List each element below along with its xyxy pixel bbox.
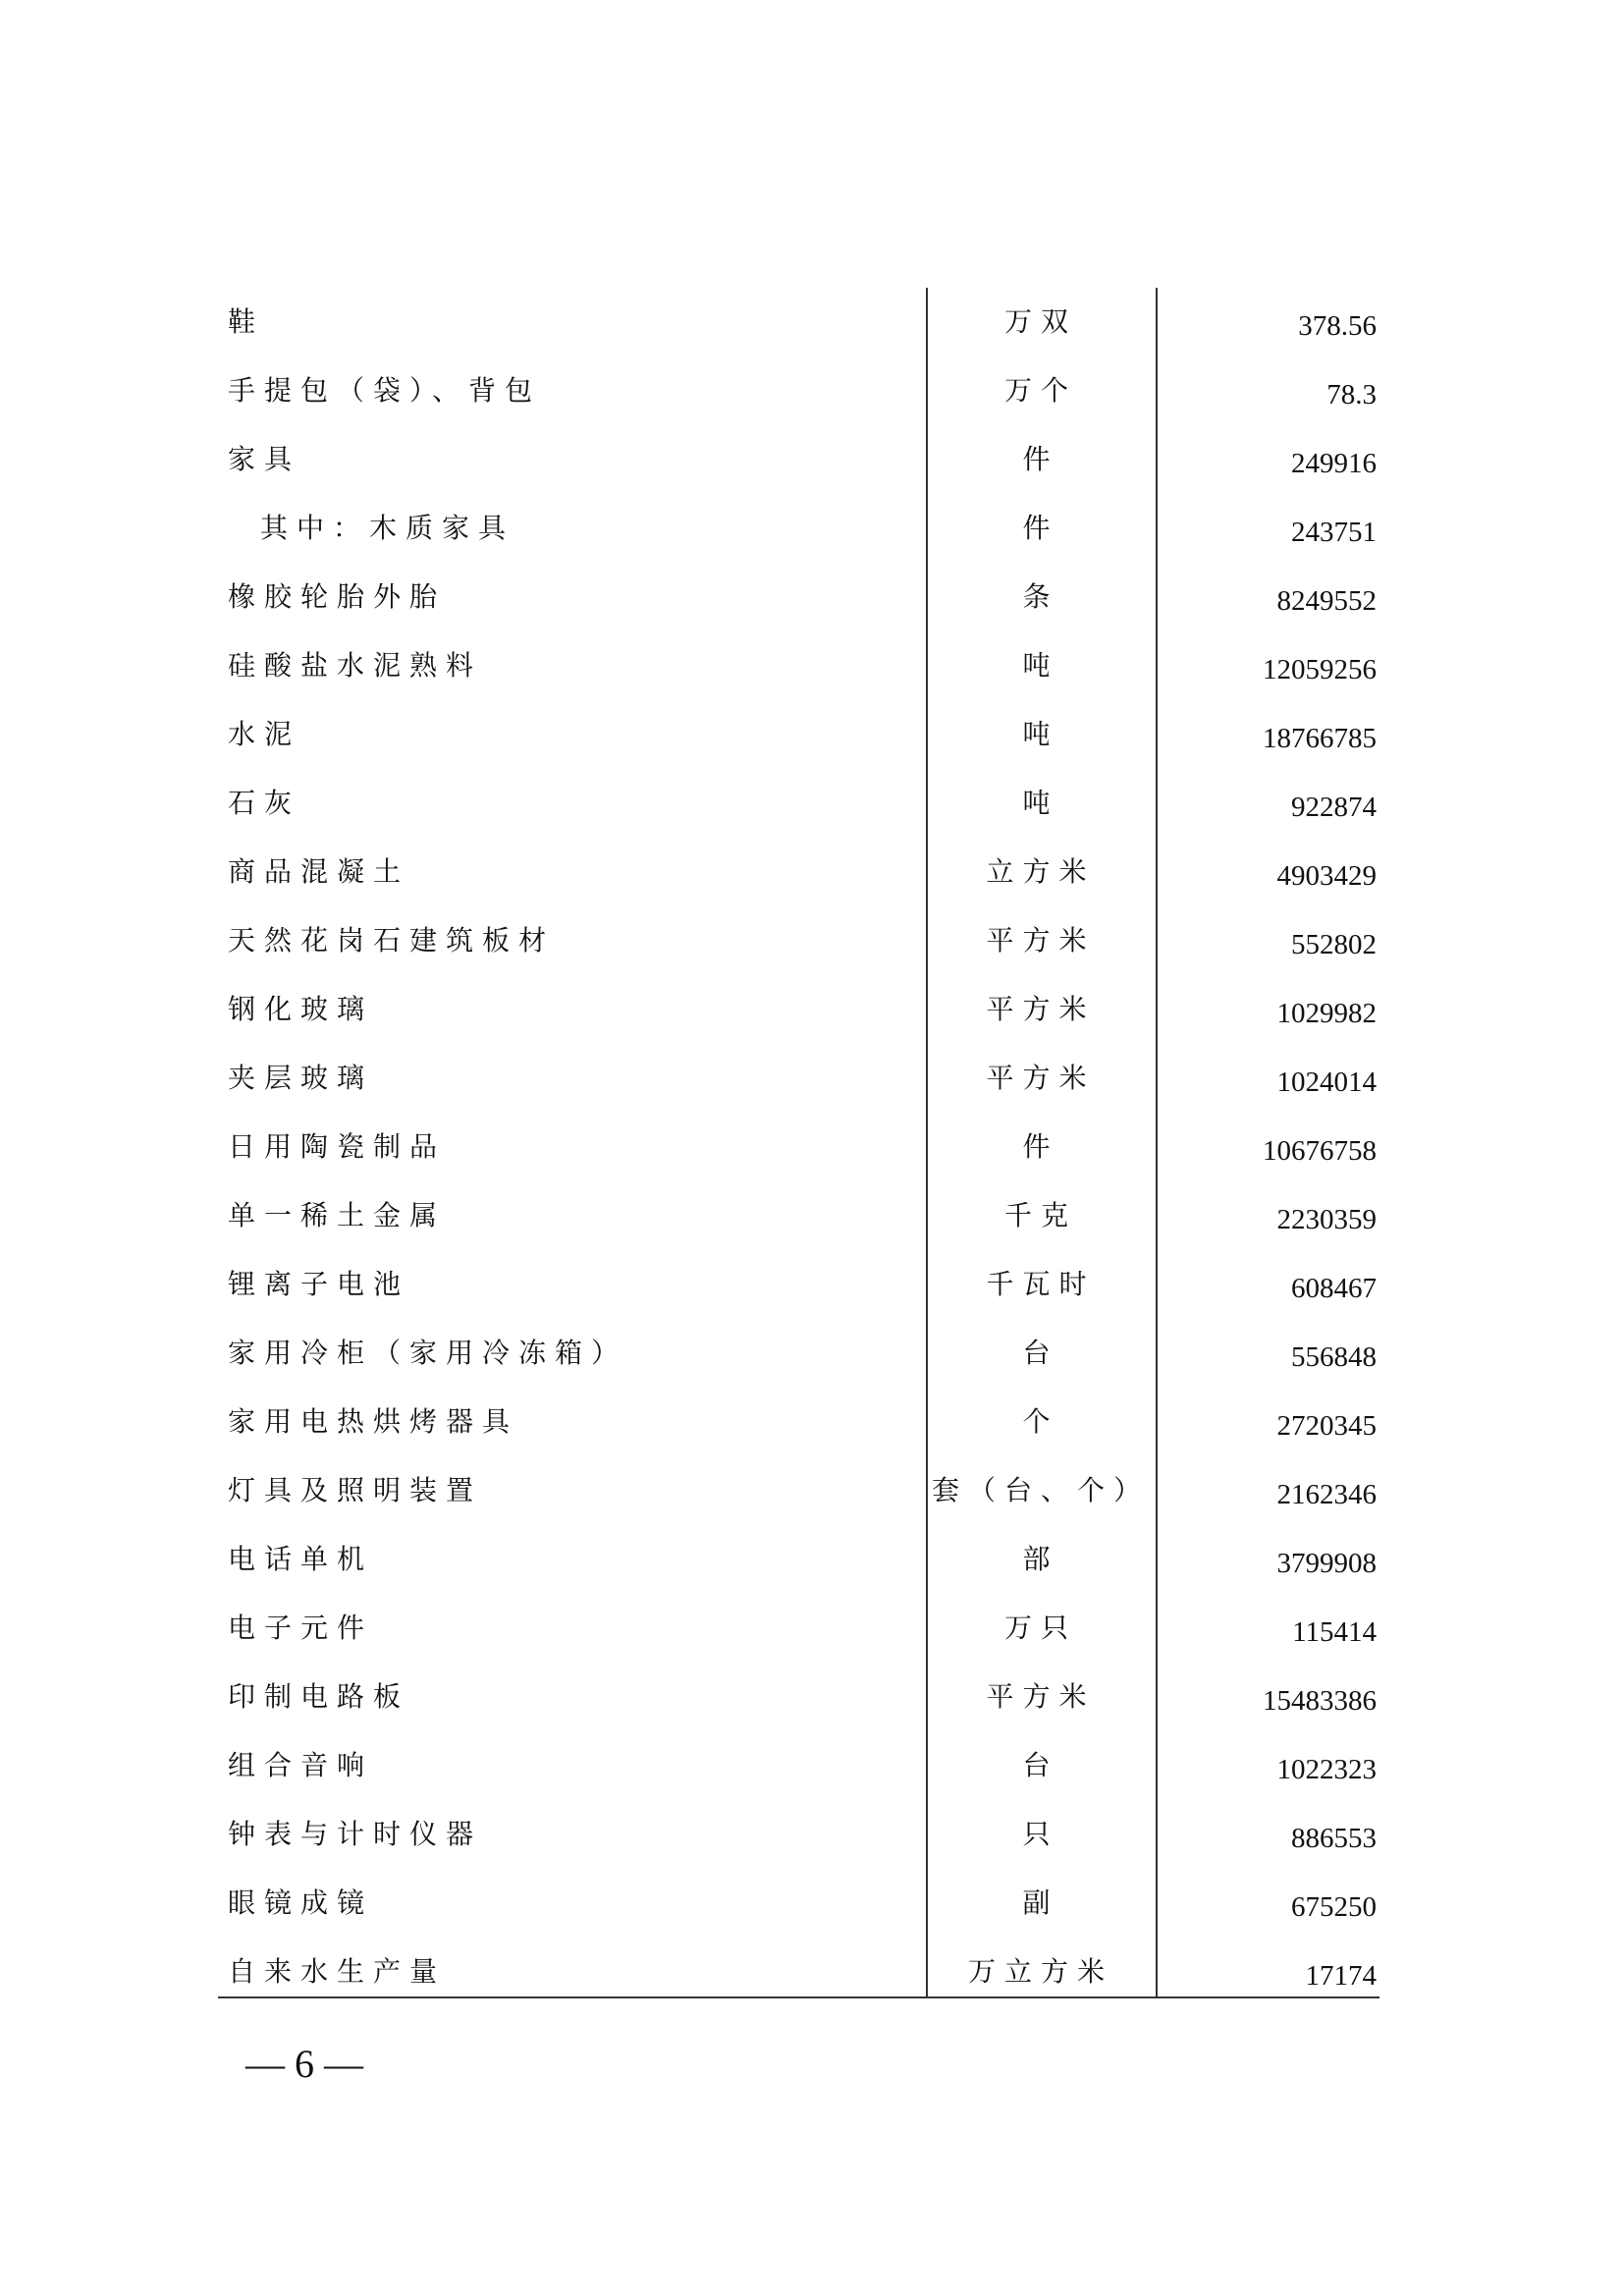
table-row: [0, 1051, 1623, 1120]
product-name: 橡胶轮胎外胎: [228, 580, 447, 613]
table-row: [0, 295, 1623, 363]
table-row: [0, 1601, 1623, 1669]
table-row: [0, 1120, 1623, 1188]
table-row: [0, 913, 1623, 982]
table-row: [0, 1394, 1623, 1463]
product-name: 天然花岗石建筑板材: [228, 924, 556, 957]
unit-of-measure: 吨: [1022, 718, 1059, 750]
output-value: 115414: [1292, 1616, 1377, 1648]
unit-of-measure: 套（台、个）: [931, 1474, 1150, 1506]
table-row: [0, 982, 1623, 1051]
output-value: 1022323: [1276, 1754, 1377, 1785]
product-name: 单一稀土金属: [228, 1199, 447, 1231]
unit-of-measure: 件: [1022, 512, 1059, 544]
table-row: [0, 1807, 1623, 1876]
table-row: [0, 1944, 1623, 2013]
product-name: 商品混凝土: [228, 855, 410, 888]
product-name: 自来水生产量: [228, 1955, 447, 1988]
product-name: 鞋: [228, 305, 265, 338]
table-row: [0, 1669, 1623, 1738]
output-value: 243751: [1291, 517, 1377, 548]
table-row: [0, 1532, 1623, 1601]
table-row: [0, 1257, 1623, 1326]
output-value: 1024014: [1276, 1066, 1377, 1098]
unit-of-measure: 吨: [1022, 787, 1059, 819]
product-name: 钢化玻璃: [228, 993, 374, 1025]
output-value: 2162346: [1276, 1479, 1377, 1510]
product-name: 家具: [228, 443, 301, 475]
output-value: 675250: [1291, 1891, 1377, 1923]
table-row: [0, 638, 1623, 707]
output-value: 3799908: [1276, 1548, 1377, 1579]
page-number: — 6 —: [245, 2042, 363, 2086]
unit-of-measure: 万个: [1003, 374, 1077, 407]
table-row: [0, 501, 1623, 570]
product-name: 钟表与计时仪器: [228, 1818, 483, 1850]
output-value: 10676758: [1263, 1135, 1377, 1167]
product-name: 日用陶瓷制品: [228, 1130, 447, 1163]
product-name: 灯具及照明装置: [228, 1474, 483, 1506]
unit-of-measure: 平方米: [986, 1062, 1096, 1094]
product-name: 家用冷柜（家用冷冻箱）: [228, 1337, 628, 1369]
unit-of-measure: 副: [1022, 1886, 1059, 1919]
unit-of-measure: 部: [1022, 1543, 1059, 1575]
table-row: [0, 1876, 1623, 1944]
unit-of-measure: 平方米: [986, 993, 1096, 1025]
product-name: 石灰: [228, 787, 301, 819]
unit-of-measure: 个: [1022, 1405, 1059, 1438]
table-row: [0, 845, 1623, 913]
output-value: 922874: [1291, 792, 1377, 823]
output-value: 8249552: [1276, 585, 1377, 617]
unit-of-measure: 万立方米: [967, 1955, 1113, 1988]
output-value: 249916: [1291, 448, 1377, 479]
unit-of-measure: 台: [1022, 1337, 1059, 1369]
output-value: 378.56: [1298, 310, 1377, 342]
unit-of-measure: 条: [1022, 580, 1059, 613]
output-value: 12059256: [1263, 654, 1377, 685]
product-name: 电子元件: [228, 1612, 374, 1644]
unit-of-measure: 立方米: [986, 855, 1096, 888]
product-name: 家用电热烘烤器具: [228, 1405, 519, 1438]
output-value: 552802: [1291, 929, 1377, 960]
output-value: 2230359: [1276, 1204, 1377, 1235]
unit-of-measure: 件: [1022, 1130, 1059, 1163]
output-value: 608467: [1291, 1273, 1377, 1304]
table-row: [0, 570, 1623, 638]
output-value: 1029982: [1276, 998, 1377, 1029]
output-value: 18766785: [1263, 723, 1377, 754]
product-name: 水泥: [228, 718, 301, 750]
product-name: 组合音响: [228, 1749, 374, 1781]
output-value: 556848: [1291, 1341, 1377, 1373]
table-row: [0, 1326, 1623, 1394]
table-row: [0, 1188, 1623, 1257]
product-name: 电话单机: [228, 1543, 374, 1575]
unit-of-measure: 平方米: [986, 1680, 1096, 1713]
table-row: [0, 1738, 1623, 1807]
unit-of-measure: 台: [1022, 1749, 1059, 1781]
table-row: [0, 1463, 1623, 1532]
table-row: [0, 432, 1623, 501]
unit-of-measure: 千克: [1003, 1199, 1077, 1231]
table-row: [0, 776, 1623, 845]
unit-of-measure: 吨: [1022, 649, 1059, 682]
unit-of-measure: 万双: [1003, 305, 1077, 338]
output-value: 2720345: [1276, 1410, 1377, 1442]
product-name: 锂离子电池: [228, 1268, 410, 1300]
product-name: 硅酸盐水泥熟料: [228, 649, 483, 682]
product-name: 夹层玻璃: [228, 1062, 374, 1094]
table-row: [0, 707, 1623, 776]
product-name: 印制电路板: [228, 1680, 410, 1713]
output-value: 17174: [1305, 1960, 1377, 1992]
table-row: [0, 363, 1623, 432]
output-value: 78.3: [1326, 379, 1377, 410]
unit-of-measure: 万只: [1003, 1612, 1077, 1644]
product-name: 其中：木质家具: [260, 512, 515, 544]
output-value: 15483386: [1263, 1685, 1377, 1717]
unit-of-measure: 只: [1022, 1818, 1059, 1850]
output-value: 4903429: [1276, 860, 1377, 892]
product-name: 手提包（袋）、背包: [228, 374, 542, 407]
unit-of-measure: 件: [1022, 443, 1059, 475]
unit-of-measure: 千瓦时: [986, 1268, 1096, 1300]
product-name: 眼镜成镜: [228, 1886, 374, 1919]
output-value: 886553: [1291, 1823, 1377, 1854]
unit-of-measure: 平方米: [986, 924, 1096, 957]
